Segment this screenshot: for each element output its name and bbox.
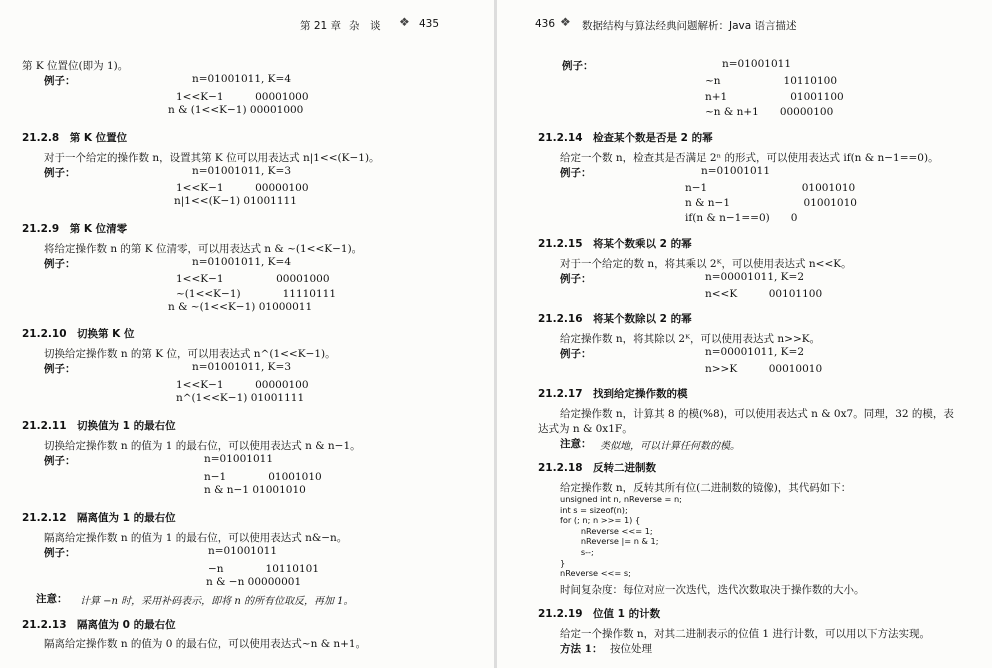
header-chapter: 第 21 章 — [300, 20, 342, 32]
example-row: n & −n 00000001 — [206, 576, 302, 588]
example-row: n & n−1 01001010 — [204, 484, 306, 496]
example-row: 1<<K−1 00001000 — [176, 91, 309, 103]
example-row: n=00001011, K=2 — [705, 346, 805, 358]
example-label: 例子： — [560, 273, 592, 285]
section-text: 给定操作数 n，将其除以 2ᴷ，可以使用表达式 n>>K。 — [560, 333, 821, 345]
example-row: n=01001011 — [722, 58, 792, 70]
section-text: 隔离给定操作数 n 的值为 0 的最右位，可以使用表达式~n & n+1。 — [44, 638, 367, 650]
example-row: n=01001011, K=3 — [192, 165, 292, 177]
note-label: 注意： — [36, 593, 68, 605]
left-page — [0, 0, 495, 668]
header-page-number: 436 — [535, 18, 556, 30]
example-row: −n 10110101 — [208, 563, 320, 575]
example-row: n=01001011 — [701, 165, 771, 177]
section-title: 21.2.11 切换值为 1 的最右位 — [22, 420, 176, 432]
example-row: ~n & n+1 00000100 — [705, 106, 834, 118]
note-text: 类似地，可以计算任何数的模。 — [600, 441, 740, 452]
example-row: n<<K 00101100 — [705, 288, 823, 300]
right-page — [497, 0, 992, 668]
diamond-ornament-icon: ❖ — [560, 15, 571, 29]
section-text: 切换给定操作数 n 的值为 1 的最右位，可以使用表达式 n & n−1。 — [44, 440, 361, 452]
example-row: n=00001011, K=2 — [705, 271, 805, 283]
example-row: ~n 10110100 — [705, 75, 838, 87]
example-label: 例子： — [560, 167, 592, 179]
note-label: 注意： — [560, 438, 592, 450]
example-row: 1<<K−1 00000100 — [176, 182, 309, 194]
complexity-text: 时间复杂度：每位对应一次迭代，迭代次数取决于操作数的大小。 — [560, 584, 865, 596]
section-text: 隔离给定操作数 n 的值为 1 的最右位，可以使用表达式 n&−n。 — [44, 532, 348, 544]
example-row: n=01001011, K=4 — [192, 73, 292, 85]
note-text: 计算 −n 时，采用补码表示，即将 n 的所有位取反，再加 1。 — [80, 596, 354, 607]
section-text: 给定操作数 n，反转其所有位(二进制数的镜像)，其代码如下： — [560, 482, 852, 494]
section-text: 对于一个给定的数 n，将其乘以 2ᴷ，可以使用表达式 n<<K。 — [560, 258, 852, 270]
section-text: 给定操作数 n，计算其 8 的模(%8)，可以使用表达式 n & 0x7。同理，32 的模，表 — [560, 408, 954, 420]
method-label: 方法 1： — [560, 643, 603, 655]
example-row: n & ~(1<<K−1) 01000011 — [168, 301, 313, 313]
example-label: 例子： — [44, 455, 76, 467]
example-row: n=01001011, K=3 — [192, 361, 292, 373]
example-label: 例子： — [562, 60, 594, 72]
section-title: 21.2.16 将某个数除以 2 的幂 — [538, 313, 692, 325]
section-title: 21.2.14 检查某个数是否是 2 的幂 — [538, 132, 713, 144]
section-title: 21.2.9 第 K 位清零 — [22, 223, 128, 235]
example-row: n & (1<<K−1) 00001000 — [168, 104, 304, 116]
section-title: 21.2.18 反转二进制数 — [538, 462, 657, 474]
section-title: 21.2.13 隔离值为 0 的最右位 — [22, 619, 176, 631]
example-row: n−1 01001010 — [204, 471, 322, 483]
example-label: 例子： — [44, 363, 76, 375]
section-text: 给定一个操作数 n，对其二进制表示的位值 1 进行计数，可以用以下方法实现。 — [560, 628, 930, 640]
diamond-ornament-icon: ❖ — [399, 15, 410, 29]
header-book-title: 数据结构与算法经典问题解析：Java 语言描述 — [582, 20, 797, 32]
example-label: 例子： — [44, 75, 76, 87]
section-text: 切换给定操作数 n 的第 K 位，可以用表达式 n^(1<<K−1)。 — [44, 348, 336, 360]
section-text: 给定一个数 n，检查其是否满足 2ⁿ 的形式，可以使用表达式 if(n & n−1==0)。 — [560, 152, 939, 164]
example-row: n−1 01001010 — [685, 182, 856, 194]
example-label: 例子： — [44, 167, 76, 179]
intro-line: 第 K 位置位(即为 1)。 — [22, 60, 129, 72]
example-row: 1<<K−1 00001000 — [176, 273, 330, 285]
section-title: 21.2.10 切换第 K 位 — [22, 328, 135, 340]
section-title: 21.2.17 找到给定操作数的模 — [538, 388, 688, 400]
example-row: n=01001011, K=4 — [192, 256, 292, 268]
example-row: n+1 01001100 — [705, 91, 844, 103]
example-row: n>>K 00010010 — [705, 363, 823, 375]
section-title: 21.2.19 位值 1 的计数 — [538, 608, 661, 620]
example-row: n|1<<(K−1) 01001111 — [174, 195, 297, 207]
header-page-number: 435 — [419, 18, 440, 30]
section-text: 达式为 n & 0x1F。 — [538, 423, 633, 435]
example-row: ~(1<<K−1) 11110111 — [176, 288, 337, 300]
example-row: n=01001011 — [204, 453, 274, 465]
example-label: 例子： — [44, 547, 76, 559]
section-title: 21.2.15 将某个数乘以 2 的幂 — [538, 238, 692, 250]
example-label: 例子： — [44, 258, 76, 270]
method-text: 按位处理 — [610, 643, 652, 655]
example-row: n^(1<<K−1) 01001111 — [176, 392, 305, 404]
section-text: 将给定操作数 n 的第 K 位清零，可以用表达式 n & ~(1<<K−1)。 — [44, 243, 363, 255]
example-label: 例子： — [560, 348, 592, 360]
example-row: 1<<K−1 00000100 — [176, 379, 309, 391]
code-block: unsigned int n, nReverse = n; int s = sizeof(n); for (; n; n >>= 1) { nReverse <<= 1; nReverse |= n & 1; s--; } nReverse <<= s; — [560, 494, 682, 579]
example-row: if(n & n−1==0) 0 — [685, 212, 798, 224]
example-row: n & n−1 01001010 — [685, 197, 857, 209]
header-title: 杂 谈 — [349, 20, 381, 32]
section-title: 21.2.12 隔离值为 1 的最右位 — [22, 512, 176, 524]
example-row: n=01001011 — [208, 545, 278, 557]
section-title: 21.2.8 第 K 位置位 — [22, 132, 128, 144]
section-text: 对于一个给定的操作数 n，设置其第 K 位可以用表达式 n|1<<(K−1)。 — [44, 152, 380, 164]
